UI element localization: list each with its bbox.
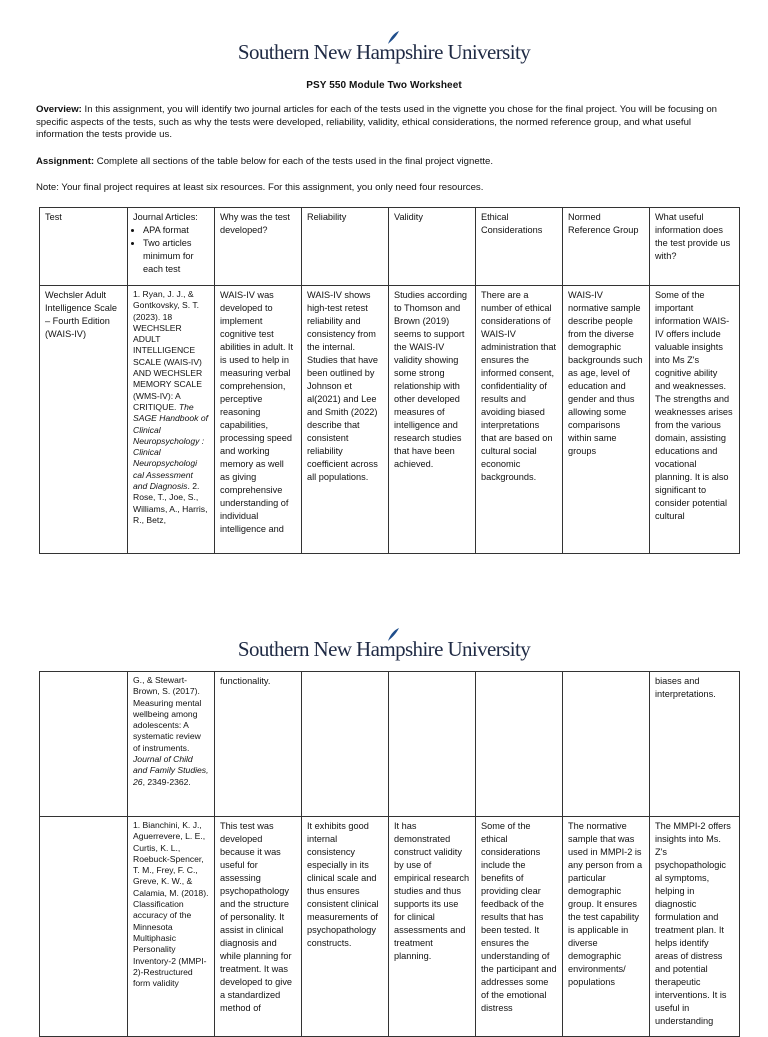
header-articles-label: Journal Articles: [133,212,198,222]
cell-wais-cont-validity [389,672,476,817]
university-logo-page2 [0,637,768,662]
university-logo [0,40,768,65]
mmpi-useful-text: The MMPI-2 offers insights into Ms. Z's psychopathologic al symptoms, helping in diagnostic formulation and treatment plan. It helps identify areas of distress and potential therapeutic interventions. It is useful in understanding [655,821,731,1026]
cell-mmpi-why [215,817,302,1037]
quill-logo-icon [386,30,400,46]
cell-mmpi-reliability: It exhibits good internal consistency especially in its clinical scale and thus ensures consistent clinical measurements of psychopathology constructs. [302,817,389,1037]
overview-label: Overview: [36,104,82,115]
mmpi-why-text: This test was developed because it was useful for assessing psychopathology and the structure of personality. It assist in clinical diagnosis and while planning for treatment. It was developed to give a standardized method of [220,821,293,1013]
quill-logo-icon [386,627,400,643]
header-journal-articles [128,208,215,286]
cell-wais-validity: Studies according to Thomson and Brown (2019) seems to support the WAIS-IV validity showing some strong relationship with other developed measures of intelligence and research studies that have been achieved. [389,286,476,554]
table-header-row [40,208,740,286]
mmpi-ethical-text: Some of the ethical considerations include the benefits of providing clear feedback of the results that has been tested. It ensures the understanding of the participant and addresses some of the emotional distress [481,821,557,1013]
cell-wais-useful [650,286,740,554]
document-title: PSY 550 Module Two Worksheet [306,80,462,91]
header-validity: Validity [389,208,476,286]
table-row-wais [40,286,740,554]
header-bullet-two-articles: • Two articles minimum for each test [143,237,209,276]
header-articles-bullets [133,224,209,276]
header-useful-info: What useful information does the test provide us with? [650,208,740,286]
cell-wais-test: Wechsler Adult Intelligence Scale – Fourth Edition (WAIS-IV) [40,286,128,554]
cell-wais-cont-reliability [302,672,389,817]
note-paragraph: Note: Your final project requires at least six resources. For this assignment, you only need four resources. [36,182,484,193]
assignment-label: Assignment: [36,156,95,167]
cell-wais-cont-useful: biases and interpretations. [650,672,740,817]
wais-useful-text: Some of the important information WAIS-IV offers include valuable insights into Ms Z's cognitive ability and weaknesses. The strengths and weaknesses arises from the various domain, assisting educations and vocational planning. It is also significant to consider potential cultural [655,290,733,521]
cell-wais-cont-why: functionality. [215,672,302,817]
cell-wais-cont-articles [128,672,215,817]
table-row-wais-continued [40,672,740,817]
assignment-text: Complete all sections of the table below for each of the tests used in the final project vignette. [96,156,494,167]
mmpi-articles-text: 1. Bianchini, K. J., Aguerrevere, L. E., Curtis, K. L., Roebuck-Spencer, T. M., Frey, F. C., Greve, K. W., & Calamia, M. (2018). Classification accuracy of the Minnesota Multiphasic Personality Inventory-2 (MMPI-2)-Restructured form validity [133,820,209,989]
wais-articles-italic: The SAGE Handbook of Clinical Neuropsychology : Clinical Neuropsychologi cal Assessment and Diagnosis [133,401,209,492]
table-row-mmpi [40,817,740,1037]
wais-articles-tail: . 2. Rose, T., Joe, S., Williams, A., Harris, R., Betz, [133,481,208,525]
cell-mmpi-ethical [476,817,563,1037]
cell-mmpi-validity: It has demonstrated construct validity by use of empirical research studies and thus supports its use for clinical assessments and treatment planning. [389,817,476,1037]
worksheet-table-page2 [39,671,740,1037]
wais-why-text: WAIS-IV was developed to implement cognitive test abilities in adult. It is used to help in measuring verbal comprehension, perceptive reasoning capabilities, processing speed and working memory as well as giving comprehensive understanding of individual intelligence and [220,290,294,534]
header-normed: Normed Reference Group [563,208,650,286]
cell-wais-why [215,286,302,554]
cell-mmpi-useful [650,817,740,1037]
cell-wais-cont-normed [563,672,650,817]
wais-cont-articles-italic: Journal of Child and Family Studies, 26 [133,754,209,787]
cell-wais-ethical: There are a number of ethical considerations of WAIS-IV administration that ensures the informed consent, confidentiality of results and avoiding biased interpretations that are based on cultural social economic backgrounds. [476,286,563,554]
cell-wais-reliability: WAIS-IV shows high-test retest reliability and consistency from the internal. Studies that have been outlined by Johnson et al(2021) and Lee and Smith (2022) describe that consistent reliability coefficient across all populations. [302,286,389,554]
header-why-developed: Why was the test developed? [215,208,302,286]
cell-mmpi-articles [128,817,215,1037]
cell-wais-cont-test [40,672,128,817]
assignment-paragraph [36,156,736,169]
cell-mmpi-normed: The normative sample that was used in MMPI-2 is any person from a particular demographic group. It ensures the test capability is applicable in diverse demographic environments/ populations [563,817,650,1037]
logo-text-page2: Southern New Hampshire University [237,637,531,661]
wais-cont-articles-text: G., & Stewart-Brown, S. (2017). Measuring mental wellbeing among adolescents: A systematic review of instruments. [133,675,202,753]
cell-wais-cont-ethical [476,672,563,817]
header-reliability: Reliability [302,208,389,286]
cell-wais-articles [128,286,215,554]
worksheet-table-page1 [39,207,740,554]
overview-paragraph [36,104,736,142]
header-test: Test [40,208,128,286]
cell-mmpi-test [40,817,128,1037]
header-bullet-apa: • APA format [143,224,209,237]
wais-cont-articles-tail: , 2349-2362. [142,776,191,787]
logo-text: Southern New Hampshire University [237,40,531,64]
overview-text: In this assignment, you will identify two journal articles for each of the tests used in the vignette you chose for the final project. You will be focusing on specific aspects of the tests, such as why the tests were developed, reliability, validity, ethical considerations, the normed reference group, and what useful information the tests provide us. [36,104,718,140]
header-ethical: Ethical Considerations [476,208,563,286]
cell-wais-normed: WAIS-IV normative sample describe people from the diverse demographic backgrounds such as age, level of education and gender and thus allowing some comparisons within same groups [563,286,650,554]
wais-articles-text: 1. Ryan, J. J., & Gontkovsky, S. T. (2023). 18 WECHSLER ADULT INTELLIGENCE SCALE (WAIS-IV) AND WECHSLER MEMORY SCALE (WMS-IV): A CRITIQUE. [133,289,203,412]
